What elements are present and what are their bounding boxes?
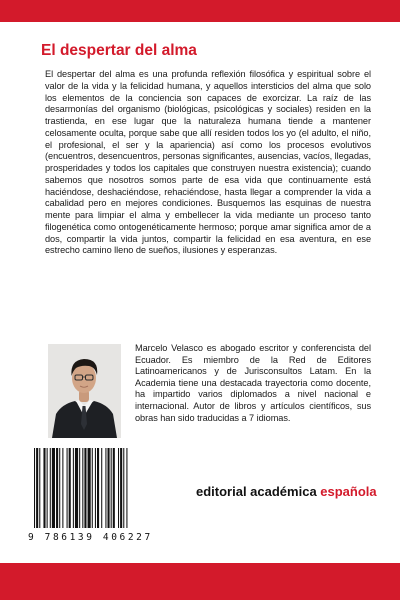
book-title: El despertar del alma [41, 42, 197, 59]
publisher-name-accent: española [320, 484, 377, 499]
top-color-band [0, 0, 400, 22]
bottom-color-band [0, 563, 400, 600]
book-synopsis: El despertar del alma es una profunda reflexión filosófica y espiritual sobre el valor de la vida y la felicidad humana, y aquellos intersticios del alma que solo los elementos de la conciencia son capaces de exorcizar. La raíz de las desarmonías del organismo (biológicas, psicológicas y sociales) residen en la trastienda, en ese lugar que la naturaleza humana tiende a mantener celosamente oculta, porque sabe que allí residen todos los yo (el adulto, el niño, el profesional, el ser y la apariencia) así como los procesos evolutivos (encuentros, desencuentros, personas significantes, ausencias, vacíos, llegadas, prosperidades y todos los capitales que construyen nuestra existencia); cuando sabemos que nosotros somos parte de esa vida que continuamente está haciéndose, deshaciéndose, rehaciéndose, hasta llegar a comprender la vida a cabalidad pero en mejores condiciones. Busquemos las esquinas de nuestra mente para limpiar el alma y embellecer la vida mediante un proceso tanto filogenética como ontogenéticamente hermoso; porque amar significa amor de a dos, compartir la vida juntos, compartir la felicidad en esa aventura, en ese estrecho camino lleno de sueños, ilusiones y esperanzas. [45, 69, 371, 256]
publisher-name-main: editorial académica [196, 484, 321, 499]
barcode-bars [28, 448, 184, 534]
author-photo [48, 344, 121, 438]
isbn-barcode [28, 448, 184, 546]
isbn-number: 9 786139 406227 [28, 532, 153, 543]
author-bio: Marcelo Velasco es abogado escritor y conferencista del Ecuador. Es miembro de la Red de Editores Latinoamericanos y de Jurisconsultos Latam. En la Academia tiene una destacada trayectoria como docente, ha impartido varios diplomados a nivel nacional e internacional. Autor de libros y artículos científicos, sus obras han sido traducidas a 7 idiomas. [135, 343, 371, 423]
publisher-name [196, 484, 377, 499]
